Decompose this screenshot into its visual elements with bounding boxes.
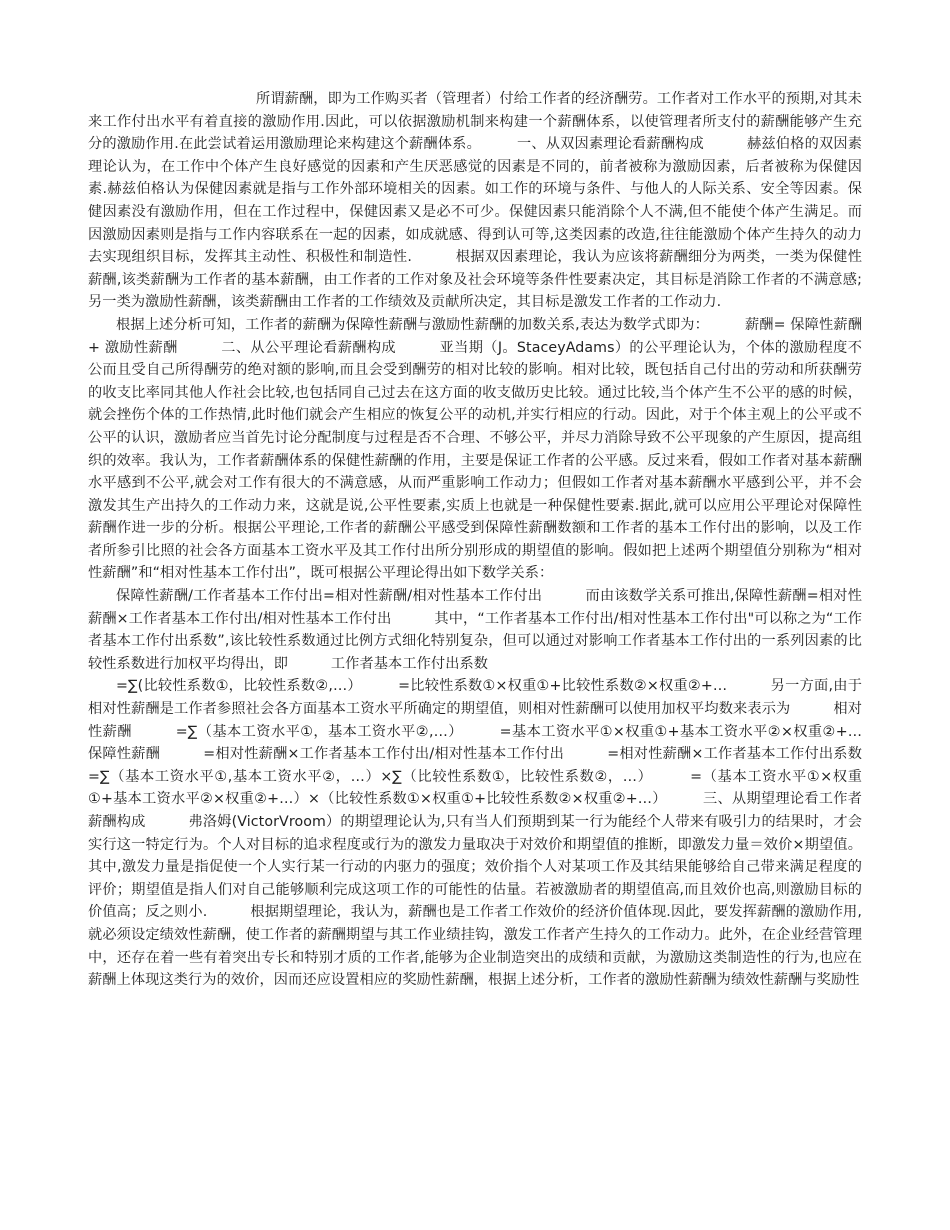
paragraph-intro: 所谓薪酬，即为工作购买者（管理者）付给工作者的经济酬劳。工作者对工作水平的预期,对其未来工作付出水平有着直接的激励作用.因此，可以依据激励机制来构建一个薪酬体系，以使管理者所支付的薪酬能够产生充分的激励作用.在此尝试着运用激励理论来构建这个薪酬体系。 一、从双因素理论看薪酬构成 赫兹伯格的双因素理论认为，在工作中个体产生良好感觉的因素和产生厌恶感觉的因素是不同的，前者被称为激励因素，后者被称为保健因素.赫兹伯格认为保健因素就是指与工作外部环境相关的因素。如工作的环境与条件、与他人的人际关系、安全等因素。保健因素没有激励作用，但在工作过程中，保健因素又是必不可少。保健因素只能消除个人不满,但不能使个体产生满足。而因激励因素则是指与工作内容联系在一起的因素，如成就感、得到认可等,这类因素的改造,往往能激励个体产生持久的动力去实现组织目标，发挥其主动性、积极性和制造性. 根据双因素理论，我认为应该将薪酬细分为两类，一类为保健性薪酬,该类薪酬为工作者的基本薪酬，由工作者的工作对象及社会环境等条件性要素决定，其目标是消除工作者的不满意感;另一类为激励性薪酬，该类薪酬由工作者的工作绩效及贡献所决定，其目标是激发工作者的工作动力. [88,91,862,311]
paragraph-equity-formula: 保障性薪酬/工作者基本工作付出=相对性薪酬/相对性基本工作付出 而由该数学关系可推出,保障性薪酬=相对性薪酬×工作者基本工作付出/相对性基本工作付出 其中，“工作者基本工作付出/相对性基本工作付出"可以称之为“工作者基本工作付出系数”,该比较性系数通过比例方式细化特别复杂，但可以通过对影响工作者基本工作付出的一系列因素的比较性系数进行加权平均得出，即 工作者基本工作付出系数 [88,588,862,672]
paragraph-equity-theory: 根据上述分析可知，工作者的薪酬为保障性薪酬与激励性薪酬的加数关系,表达为数学式即为： 薪酬= 保障性薪酬 + 激励性薪酬 二、从公平理论看薪酬构成 亚当期（J。StaceyAdams）的公平理论认为，个体的激励程度不公而且受自己所得酬劳的绝对额的影响,而且会受到酬劳的相对比较的影响。相对比较，既包括自己付出的劳动和所获酬劳的收支比率同其他人作社会比较,也包括同自己过去在这方面的收支做历史比较。通过比较,当个体产生不公平的感的时候，就会挫伤个体的工作热情,此时他们就会产生相应的恢复公平的动机,并实行相应的行动。因此，对于个体主观上的公平或不公平的认识，激励者应当首先讨论分配制度与过程是否不合理、不够公平，并尽力消除导致不公平现象的产生原因，提高组织的效率。我认为，工作者薪酬体系的保健性薪酬的作用，主要是保证工作者的公平感。反过来看，假如工作者对基本薪酬水平感到不公平,就会对工作有很大的不满意感，从而严重影响工作动力；但假如工作者对基本薪酬水平感到公平，并不会激发其生产出持久的工作动力来，这就是说,公平性要素,实质上也就是一种保健性要素.据此,就可以应用公平理论对保障性薪酬作进一步的分析。根据公平理论,工作者的薪酬公平感受到保障性薪酬数额和工作者的基本工作付出的影响，以及工作者所参引比照的社会各方面基本工资水平及其工作付出所分别形成的期望值的影响。假如把上述两个期望值分别称为“相对性薪酬”和“相对性基本工作付出”，既可根据公平理论得出如下数学关系： [88,316,862,582]
document-page [88,88,905,992]
paragraph-expectancy-theory: =∑(比较性系数①，比较性系数②,…） =比较性系数①×权重①+比较性系数②×权重②+… 另一方面,由于相对性薪酬是工作者参照社会各方面基本工资水平所确定的期望值，则相对性薪酬可以使用加权平均数来表示为 相对性薪酬 =∑（基本工资水平①，基本工资水平②,…） =基本工资水平①×权重①+基本工资水平②×权重②+… 保障性薪酬 =相对性薪酬×工作者基本工作付出/相对性基本工作付出 =相对性薪酬×工作者基本工作付出系数 =∑（基本工资水平①,基本工资水平②，…）×∑（比较性系数①，比较性系数②，…） =（基本工资水平①×权重①+基本工资水平②×权重②+…）×（比较性系数①×权重①+比较性系数②×权重②+…） 三、从期望理论看工作者薪酬构成 弗洛姆(VictorVroom）的期望理论认为,只有当人们预期到某一行为能经个人带来有吸引力的结果时，才会实行这一特定行为。个人对目标的追求程度或行为的激发力量取决于对效价和期望值的推断，即激发力量＝效价×期望值。其中,激发力量是指促使一个人实行某一行动的内驱力的强度；效价指个人对某项工作及其结果能够给自己带来满足程度的评价；期望值是指人们对自己能够顺利完成这项工作的可能性的估量。若被激励者的期望值高,而且效价也高,则激励目标的价值高；反之则小. 根据期望理论，我认为，薪酬也是工作者工作效价的经济价值体现.因此，要发挥薪酬的激励作用,就必须设定绩效性薪酬，使工作者的薪酬期望与其工作业绩挂钩，激发工作者产生持久的工作动力。此外，在企业经营管理中，还存在着一些有着突出专长和特别才质的工作者,能够为企业制造突出的成绩和贡献，为激励这类制造性的行为,也应在薪酬上体现这类行为的效价，因而还应设置相应的奖励性薪酬，根据上述分析，工作者的激励性薪酬为绩效性薪酬与奖励性 [88,678,905,989]
